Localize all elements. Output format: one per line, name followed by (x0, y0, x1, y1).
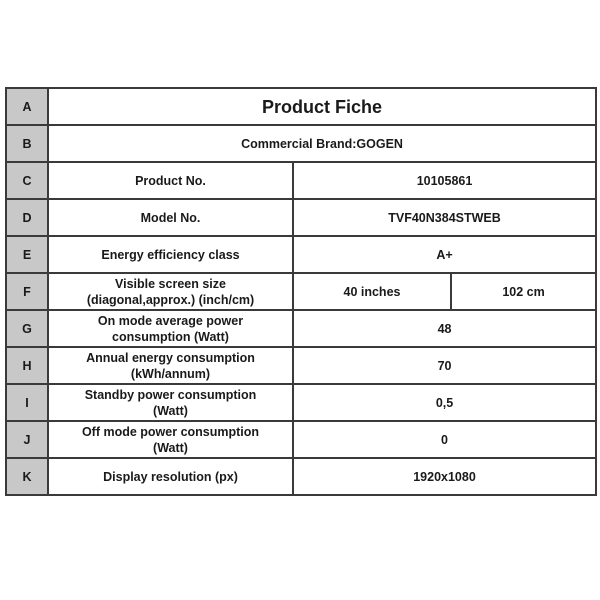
label-line: (kWh/annum) (130, 366, 211, 381)
row-a (6, 88, 596, 125)
row-label (48, 310, 293, 347)
row-letter: E (6, 236, 48, 273)
label-line: consumption (Watt) (112, 329, 229, 344)
row-letter: H (6, 347, 48, 384)
screen-size-cm: 102 cm (451, 273, 596, 310)
row-letter: I (6, 384, 48, 421)
row-letter: J (6, 421, 48, 458)
row-h (6, 347, 596, 384)
row-j (6, 421, 596, 458)
product-fiche-table (5, 87, 597, 496)
label-line: (Watt) (153, 403, 188, 418)
row-label (48, 421, 293, 458)
row-label: Energy efficiency class (48, 236, 293, 273)
row-value: 48 (293, 310, 596, 347)
brand-cell: Commercial Brand:GOGEN (48, 125, 596, 162)
label-line: Off mode power consumption (81, 424, 260, 439)
fiche-title: Product Fiche (48, 88, 596, 125)
label-line: Visible screen size (115, 276, 226, 291)
row-label: Product No. (48, 162, 293, 199)
screen-size-inch: 40 inches (293, 273, 451, 310)
row-g (6, 310, 596, 347)
row-d (6, 199, 596, 236)
label-line: (Watt) (153, 440, 188, 455)
row-letter: K (6, 458, 48, 495)
row-f (6, 273, 596, 310)
row-value: TVF40N384STWEB (293, 199, 596, 236)
row-b (6, 125, 596, 162)
row-letter: F (6, 273, 48, 310)
label-line: Annual energy consumption (86, 350, 255, 365)
label-line: (diagonal,approx.) (inch/cm) (86, 292, 255, 307)
row-e (6, 236, 596, 273)
row-label (48, 384, 293, 421)
row-value: 10105861 (293, 162, 596, 199)
row-value: A+ (293, 236, 596, 273)
row-value: 0 (293, 421, 596, 458)
row-i (6, 384, 596, 421)
row-letter: C (6, 162, 48, 199)
row-label (48, 273, 293, 310)
row-label (48, 347, 293, 384)
row-label: Model No. (48, 199, 293, 236)
row-label: Display resolution (px) (48, 458, 293, 495)
row-c (6, 162, 596, 199)
label-line: On mode average power (97, 313, 244, 328)
row-letter: B (6, 125, 48, 162)
row-value: 0,5 (293, 384, 596, 421)
row-letter: G (6, 310, 48, 347)
row-k (6, 458, 596, 495)
label-line: Standby power consumption (84, 387, 257, 402)
row-value: 1920x1080 (293, 458, 596, 495)
row-value: 70 (293, 347, 596, 384)
row-letter: D (6, 199, 48, 236)
row-letter: A (6, 88, 48, 125)
